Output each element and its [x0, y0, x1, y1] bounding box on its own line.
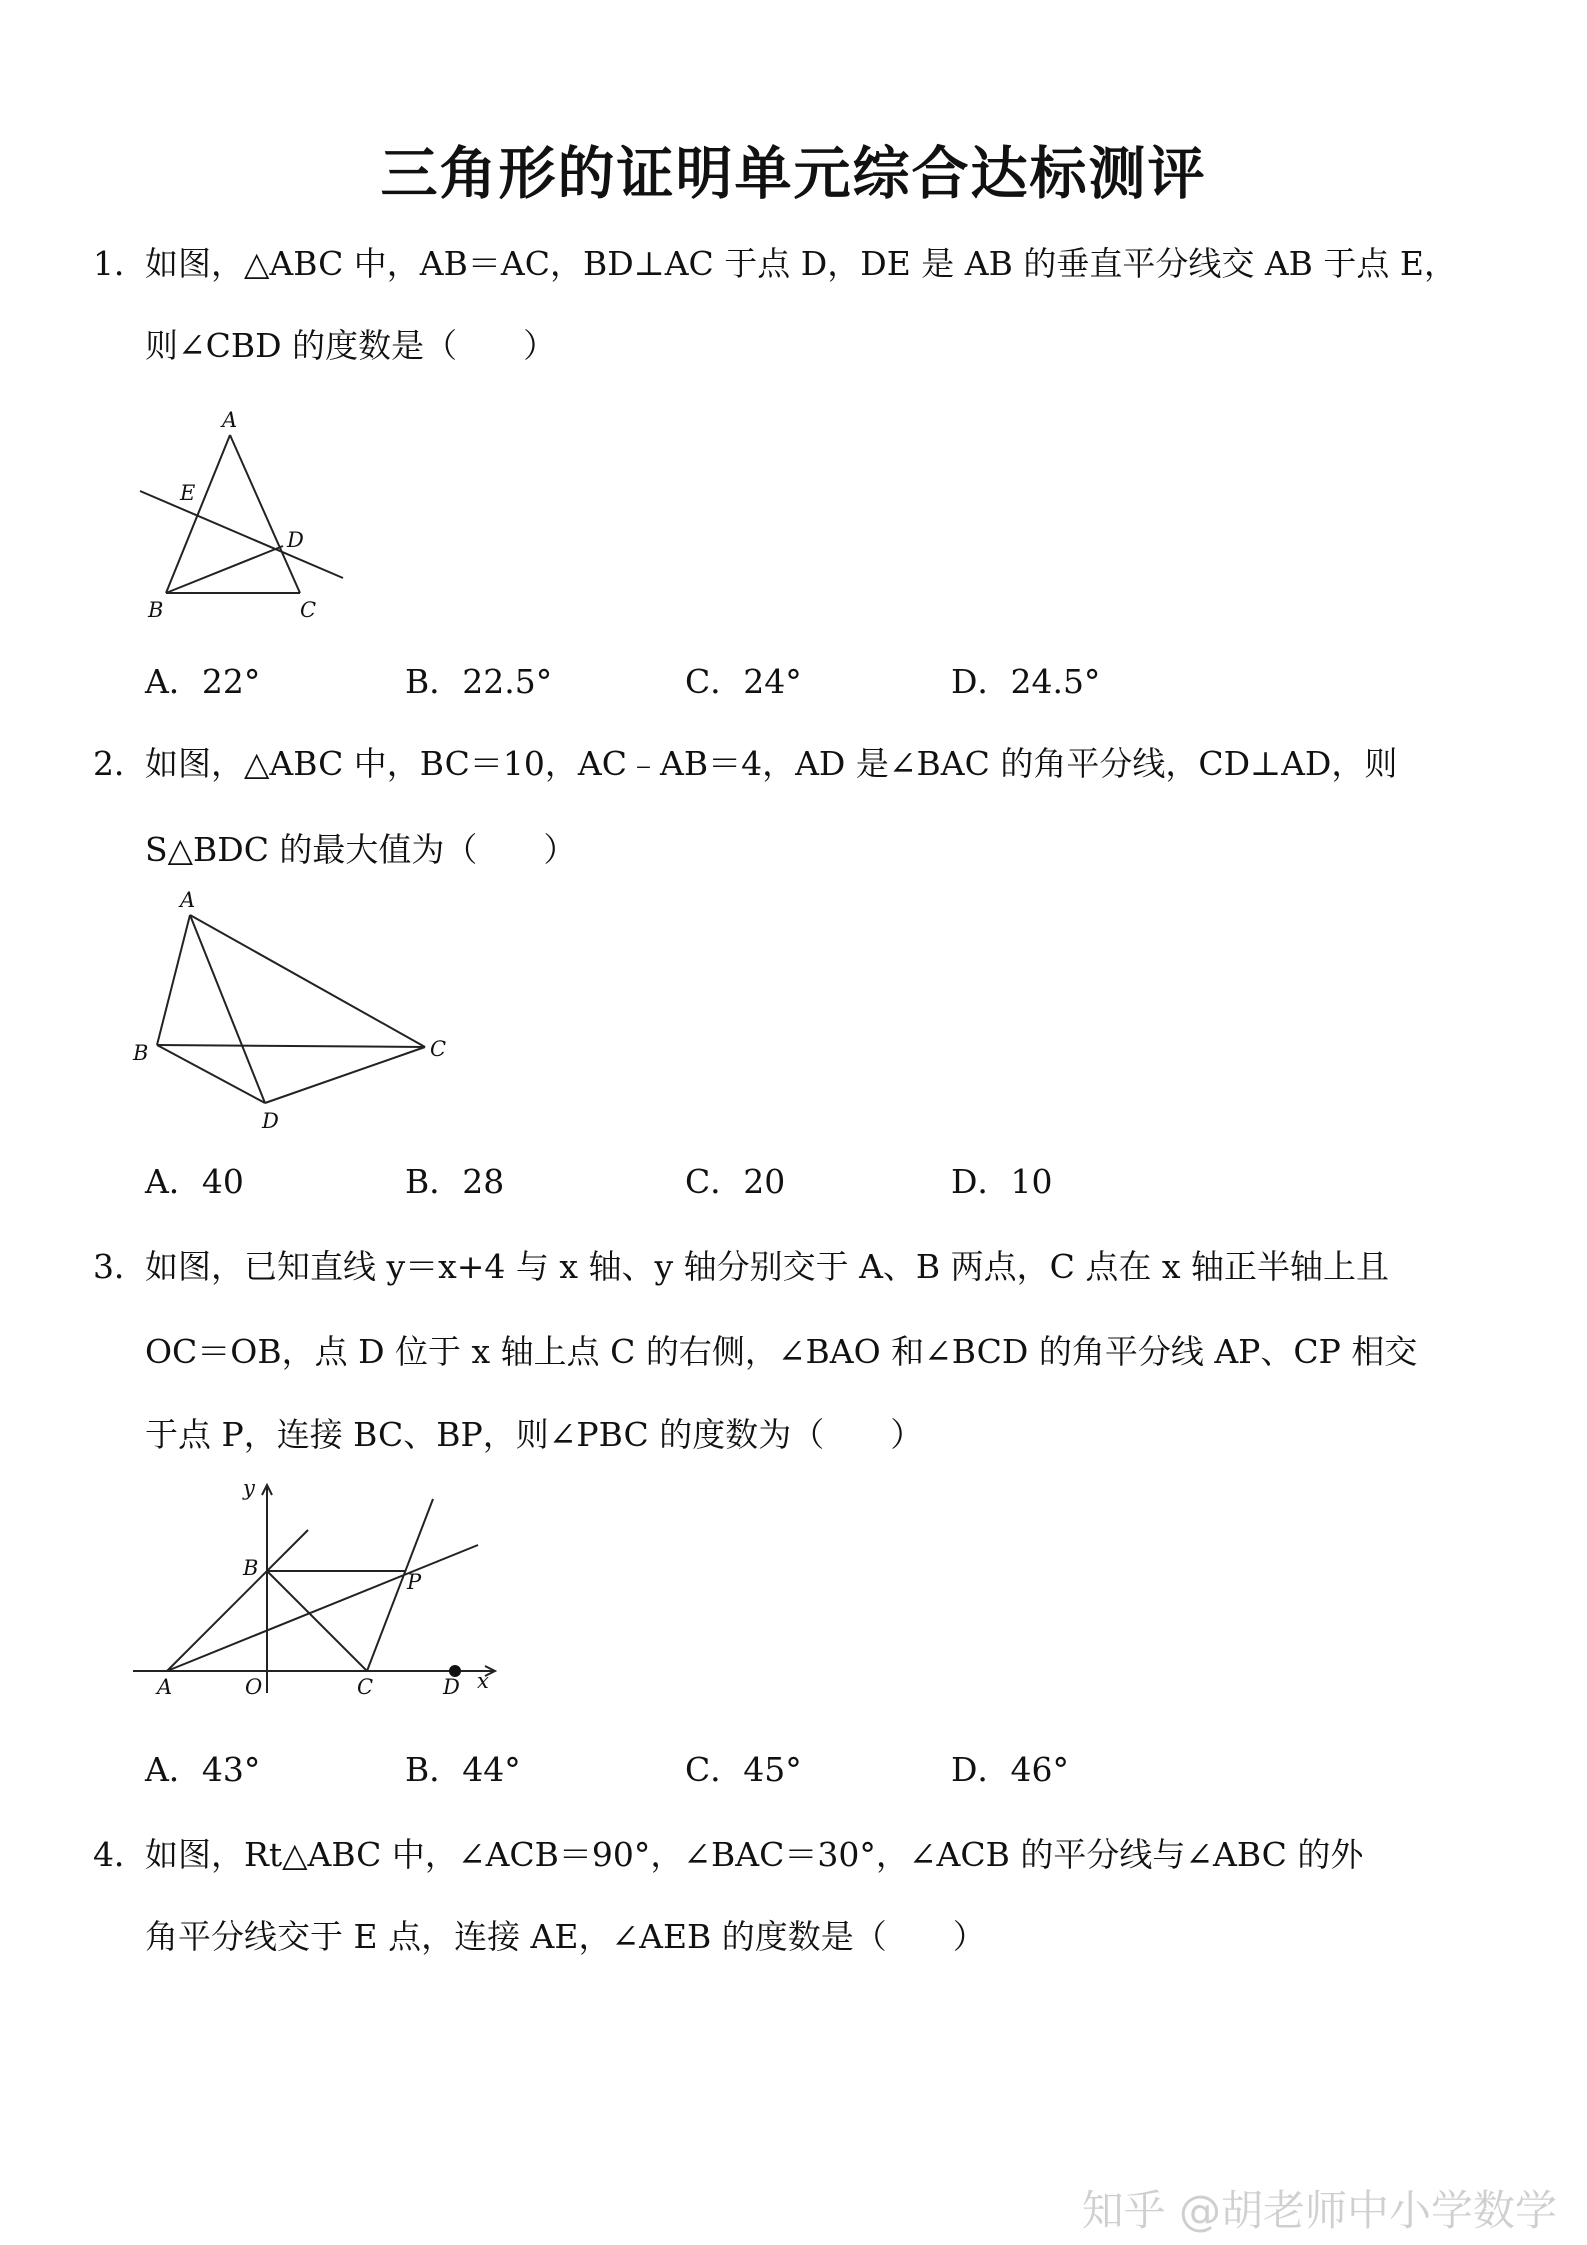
page-title: 三角形的证明单元综合达标测评 — [380, 141, 1207, 207]
question-4-line-2: 角平分线交于 E 点，连接 AE，∠AEB 的度数是（ ） — [145, 1917, 986, 1956]
q2-segment-bd — [157, 1045, 265, 1103]
question-3-figure — [125, 1475, 505, 1705]
question-2-line-2: S△BDC 的最大值为（ ） — [145, 830, 577, 869]
question-1-line-1: 如图，△ABC 中，AB＝AC，BD⊥AC 于点 D，DE 是 AB 的垂直平分线交 AB 于点 E， — [145, 244, 1457, 283]
q2-label-b: B — [133, 1041, 149, 1065]
q1-label-c: C — [300, 598, 317, 622]
question-3-number: 3． — [93, 1247, 147, 1286]
q1-label-d: D — [287, 528, 304, 552]
question-4-line-1: 如图，Rt△ABC 中，∠ACB＝90°，∠BAC＝30°，∠ACB 的平分线与∠ABC 的外 — [145, 1835, 1364, 1874]
q2-segment-ad — [190, 915, 265, 1103]
q3-option-a: A．43° — [145, 1750, 261, 1789]
q3-label-b: B — [243, 1556, 259, 1580]
q3-option-c: C．45° — [685, 1750, 802, 1789]
q3-label-p: P — [407, 1570, 422, 1594]
q2-label-a: A — [180, 888, 196, 912]
q1-side-ac — [230, 435, 300, 593]
question-3-line-2: OC＝OB，点 D 位于 x 轴上点 C 的右侧，∠BAO 和∠BCD 的角平分线 AP、CP 相交 — [145, 1332, 1418, 1371]
q3-label-d: D — [443, 1675, 460, 1699]
q3-label-o: O — [245, 1675, 263, 1699]
q2-option-b: B．28 — [405, 1162, 505, 1201]
q1-segment-bd — [166, 546, 283, 593]
q1-option-c: C．24° — [685, 662, 802, 701]
watermark: 知乎 @胡老师中小学数学 — [1081, 2186, 1557, 2235]
q3-label-c: C — [357, 1675, 374, 1699]
question-4-number: 4． — [93, 1835, 147, 1874]
q3-label-y: y — [243, 1476, 255, 1500]
q1-label-b: B — [148, 598, 164, 622]
question-1-line-2: 则∠CBD 的度数是（ ） — [145, 326, 557, 365]
q1-side-ab — [166, 435, 230, 593]
q2-side-bc — [157, 1045, 425, 1047]
q2-label-c: C — [430, 1037, 447, 1061]
q1-line-de — [140, 491, 343, 578]
question-3-line-3: 于点 P，连接 BC、BP，则∠PBC 的度数为（ ） — [145, 1415, 924, 1454]
q1-label-e: E — [180, 481, 196, 505]
question-3-line-1: 如图，已知直线 y＝x+4 与 x 轴、y 轴分别交于 A、B 两点，C 点在 x 轴正半轴上且 — [145, 1247, 1389, 1286]
q1-option-a: A．22° — [145, 662, 261, 701]
q3-label-a: A — [157, 1675, 173, 1699]
q3-line-ap — [167, 1545, 478, 1671]
question-2-number: 2． — [93, 744, 147, 783]
q1-option-b: B．22.5° — [405, 662, 553, 701]
q2-label-d: D — [262, 1109, 279, 1133]
q1-option-d: D．24.5° — [951, 662, 1101, 701]
q1-label-a: A — [222, 408, 238, 432]
q2-segment-cd — [265, 1047, 425, 1103]
question-2-figure — [125, 885, 465, 1135]
q2-side-ab — [157, 915, 190, 1045]
question-1-number: 1． — [93, 244, 147, 283]
q3-segment-bc — [267, 1571, 367, 1671]
q2-option-a: A．40 — [145, 1162, 244, 1201]
q2-option-c: C．20 — [685, 1162, 786, 1201]
question-1-figure — [130, 400, 360, 630]
q3-option-b: B．44° — [405, 1750, 521, 1789]
q3-label-x: x — [477, 1669, 489, 1693]
q2-option-d: D．10 — [951, 1162, 1053, 1201]
q3-line-ab — [167, 1530, 308, 1671]
q3-option-d: D．46° — [951, 1750, 1069, 1789]
question-2-line-1: 如图，△ABC 中，BC＝10，AC﹣AB＝4，AD 是∠BAC 的角平分线，CD⊥AD，则 — [145, 744, 1398, 783]
q2-side-ac — [190, 915, 425, 1047]
